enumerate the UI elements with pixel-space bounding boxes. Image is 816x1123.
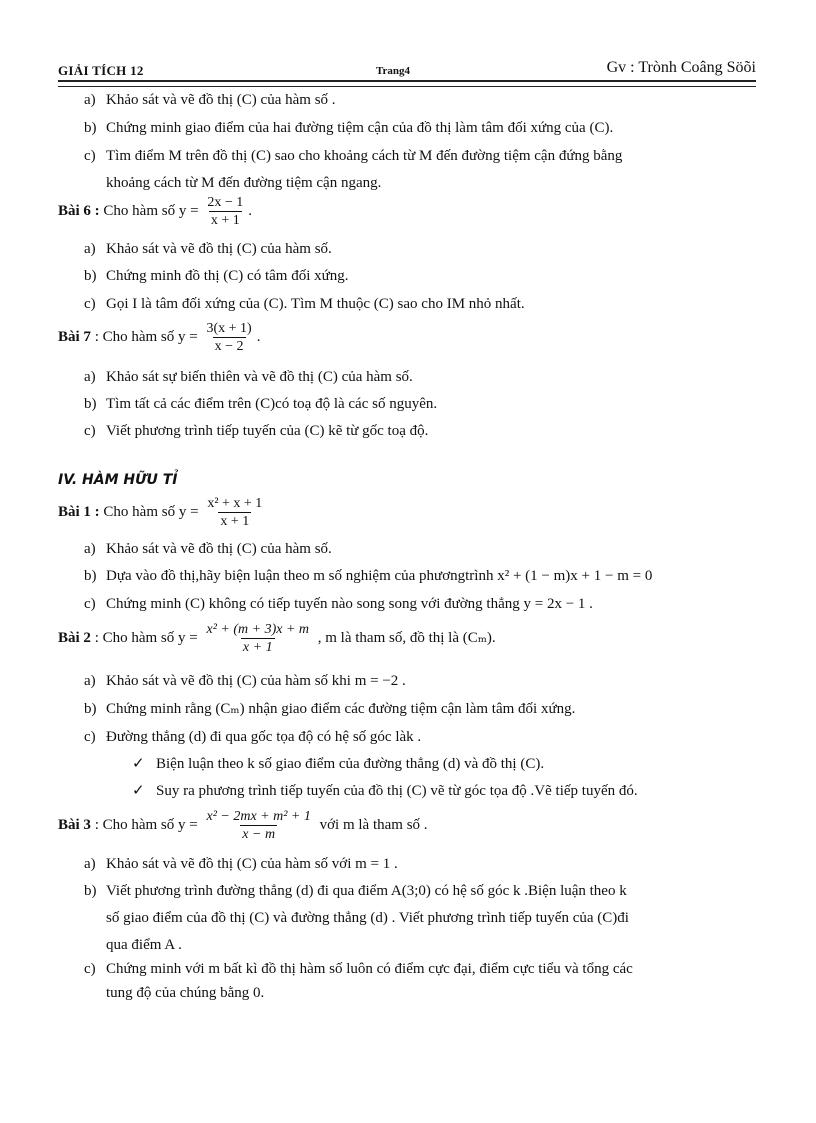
fraction: $\frac{\text{x² − 2mx + m² + 1}}{x - m}$: [206, 809, 311, 842]
exercise-heading: Bài 3 : Cho hàm số y = $\frac{\text{x² − 2mx + m² + 1}}{x - m}$ với m là tham số .: [58, 809, 428, 842]
list-item: b) Chứng minh rằng (Cₘ) nhận giao điểm các đường tiệm cận làm tâm đối xứng.: [84, 701, 576, 717]
checkmark-icon: ✓: [132, 756, 145, 772]
list-item: c) Đường thẳng (d) đi qua gốc tọa độ có hệ số góc làk .: [84, 729, 422, 745]
list-item-continuation: số giao điểm của đồ thị (C) và đường thẳng (d) . Viết phương trình tiếp tuyến của (C)đi: [106, 910, 629, 926]
list-item-continuation: khoảng cách từ M đến đường tiệm cận ngang.: [106, 175, 382, 191]
list-item: a) Khảo sát và vẽ đồ thị (C) của hàm số.: [84, 541, 332, 557]
subject-title: GIẢI TÍCH 12: [58, 63, 144, 78]
fraction: $\frac{\text{x² + (m + 3)x + m}}{x + 1}$: [206, 622, 309, 655]
list-item: c) Chứng minh (C) không có tiếp tuyến nào song song với đường thẳng y = 2x − 1 .: [84, 596, 593, 612]
page-header: [58, 58, 756, 80]
list-item: c) Viết phương trình tiếp tuyến của (C) kẽ từ gốc toạ độ.: [84, 423, 429, 439]
fraction: $\frac{3(x + 1)}{x - 2}$: [206, 321, 252, 354]
list-item: a) Khảo sát và vẽ đồ thị (C) của hàm số với m = 1 .: [84, 856, 398, 872]
list-item: a) Khảo sát sự biến thiên và vẽ đồ thị (C) của hàm số.: [84, 369, 413, 385]
list-item: b) Tìm tất cả các điểm trên (C)có toạ độ là các số nguyên.: [84, 396, 438, 412]
section-heading: IV. HÀM HỮU TỈ: [58, 472, 178, 488]
checkmark-icon: ✓: [132, 783, 145, 799]
list-item: b) Viết phương trình đường thẳng (d) đi qua điểm A(3;0) có hệ số góc k .Biện luận theo k: [84, 883, 627, 899]
list-item: b) Dựa vào đồ thị,hãy biện luận theo m số nghiệm của phươngtrình x² + (1 − m)x + 1 − m = 0: [84, 568, 653, 584]
list-item-continuation: qua điểm A .: [106, 937, 182, 953]
page-number: Trang4: [376, 65, 411, 77]
header-rule: [58, 80, 756, 87]
list-item: c) Chứng minh với m bất kì đồ thị hàm số luôn có điểm cực đại, điểm cực tiểu và tổng các: [84, 961, 633, 977]
checklist-item: ✓ Biện luận theo k số giao điểm của đường thẳng (d) và đồ thị (C).: [132, 756, 545, 772]
exercise-title: Bài 2: [58, 629, 91, 646]
list-item-continuation: tung độ của chúng bằng 0.: [106, 985, 265, 1001]
fraction: $\frac{\text{x² + x + 1}}{x + 1}$: [207, 496, 263, 529]
list-item: b) Chứng minh giao điểm của hai đường tiệm cận của đồ thị làm tâm đối xứng của (C).: [84, 120, 614, 136]
list-item: b) Chứng minh đồ thị (C) có tâm đối xứng.: [84, 268, 349, 284]
list-item: a) Khảo sát và vẽ đồ thị (C) của hàm số .: [84, 92, 336, 108]
exercise-title: Bài 6 :: [58, 202, 100, 219]
exercise-heading: Bài 7 : Cho hàm số y = $\frac{3(x + 1)}{x - 2}$ .: [58, 321, 261, 354]
checklist-item: ✓ Suy ra phương trình tiếp tuyến của đồ thị (C) vẽ từ góc tọa độ .Vẽ tiếp tuyến đó.: [132, 783, 638, 799]
exercise-heading: Bài 2 : Cho hàm số y = $\frac{\text{x² + (m + 3)x + m}}{x + 1}$ , m là tham số, đồ thị là (Cₘ).: [58, 622, 496, 655]
exercise-title: Bài 3: [58, 816, 91, 833]
list-item: c) Tìm điểm M trên đồ thị (C) sao cho khoảng cách từ M đến đường tiệm cận đứng bằng: [84, 148, 623, 164]
list-item: c) Gọi I là tâm đối xứng của (C). Tìm M thuộc (C) sao cho IM nhỏ nhất.: [84, 296, 525, 312]
list-item: a) Khảo sát và vẽ đồ thị (C) của hàm số khi m = −2 .: [84, 673, 406, 689]
teacher-name: Gv : Trònh Coâng Söõi: [606, 59, 756, 76]
exercise-title: Bài 7: [58, 328, 91, 345]
exercise-heading: Bài 6 : Cho hàm số y = $\frac{2x - 1}{x + 1}$ .: [58, 195, 252, 228]
exercise-heading: Bài 1 : Cho hàm số y = $\frac{\text{x² + x + 1}}{x + 1}$: [58, 496, 263, 529]
fraction: $\frac{2x - 1}{x + 1}$: [207, 195, 244, 228]
exercise-title: Bài 1 :: [58, 503, 100, 520]
list-item: a) Khảo sát và vẽ đồ thị (C) của hàm số.: [84, 241, 332, 257]
